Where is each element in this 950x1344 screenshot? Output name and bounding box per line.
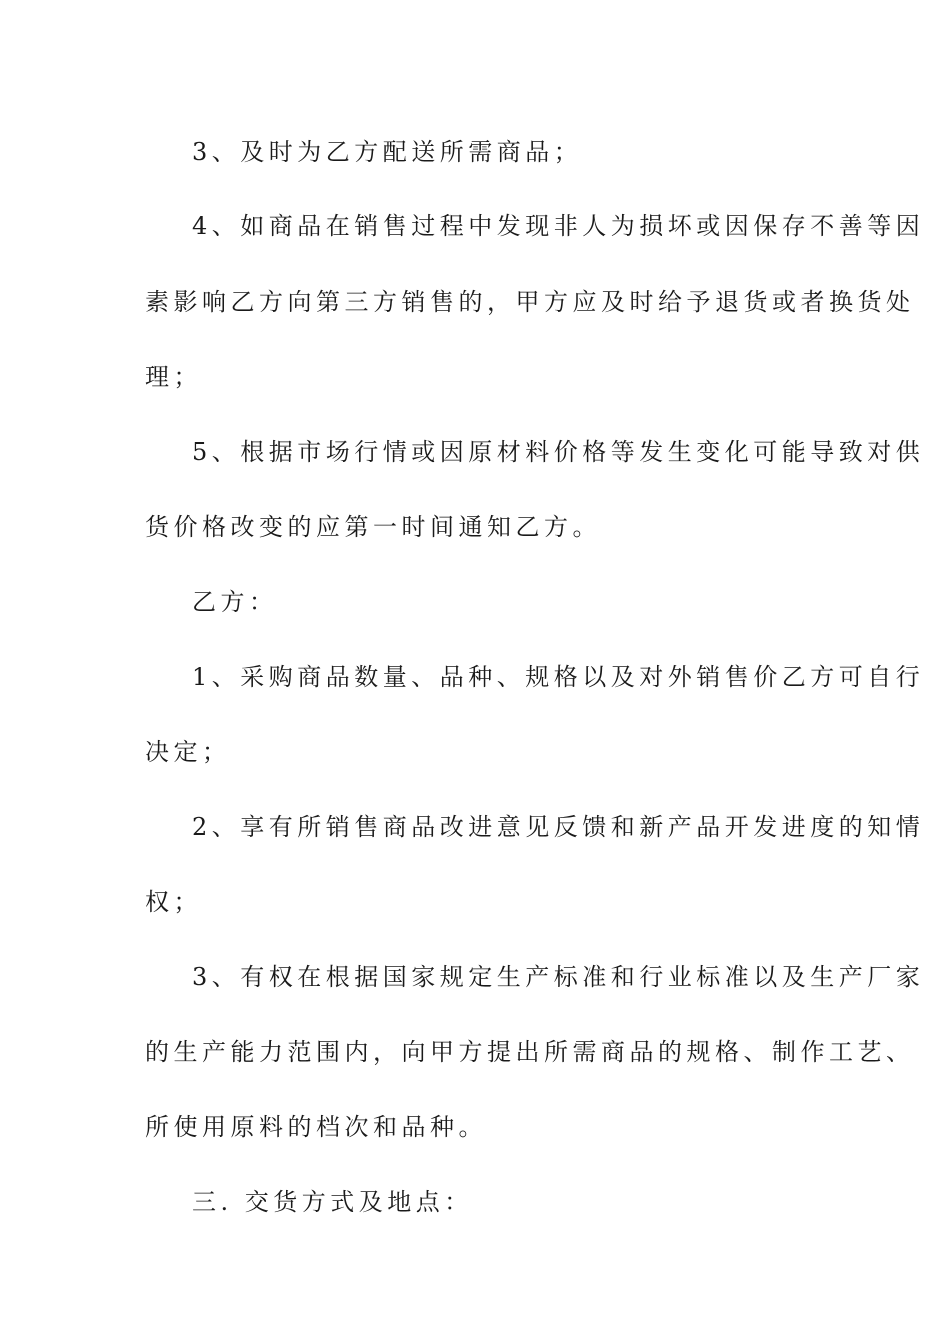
paragraph-line: 权； [145,888,202,916]
paragraph-line: 5、根据市场行情或因原材料价格等发生变化可能导致对供 [192,438,925,466]
paragraph-line: 1、采购商品数量、品种、规格以及对外销售价乙方可自行 [192,663,925,691]
section-heading: 乙方： [192,588,278,616]
paragraph-line: 2、享有所销售商品改进意见反馈和新产品开发进度的知情 [192,813,925,841]
paragraph-line: 所使用原料的档次和品种。 [145,1113,487,1141]
paragraph-line: 4、如商品在销售过程中发现非人为损坏或因保存不善等因 [192,212,925,240]
paragraph-line: 素影响乙方向第三方销售的，甲方应及时给予退货或者换货处 [145,288,915,316]
paragraph-line: 理； [145,363,202,391]
section-heading: 三. 交货方式及地点： [192,1188,473,1216]
paragraph-line: 决定； [145,738,231,766]
paragraph-line: 3、及时为乙方配送所需商品； [192,138,583,166]
paragraph-line: 的生产能力范围内，向甲方提出所需商品的规格、制作工艺、 [145,1038,915,1066]
paragraph-line: 3、有权在根据国家规定生产标准和行业标准以及生产厂家 [192,963,925,991]
paragraph-line: 货价格改变的应第一时间通知乙方。 [145,513,601,541]
